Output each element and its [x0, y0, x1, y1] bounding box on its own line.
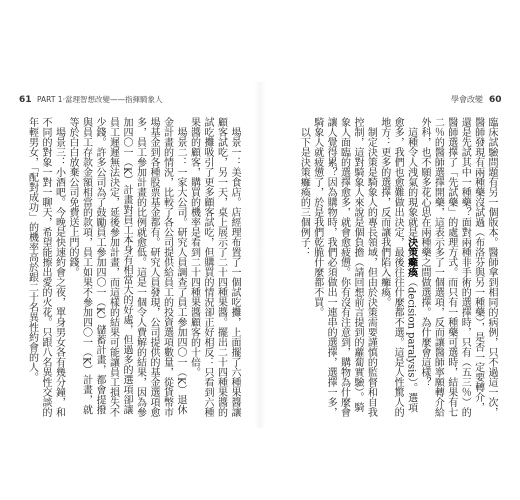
right-page-number: 60 — [489, 95, 502, 105]
book-gutter — [254, 82, 266, 428]
right-page-body — [276, 117, 498, 418]
left-running-head: PART 1‧當理智想改變——指揮騎象人 — [37, 95, 163, 104]
body-paragraph-decision-paralysis — [377, 117, 417, 418]
body-paragraph-scene-3: 場景三：小酒吧。今晚是快速約會之夜，單身男女各有幾分鐘，和不同的對象一對一聊天，希望能擦出愛的火花。只跟八名異性交談的年輕男女，「配對成功」的機率高於跟二十名異性約會的人。 — [26, 117, 65, 417]
paragraph-text: 這種令人洩氣的現象就是 — [405, 127, 417, 237]
paragraph-text: （decision paralysis）。選項愈多，我們也愈難做出決定，最後往往什麼都不選。這是人性驚人的地方：更多的選擇，反而讓我們陷入癱瘓。 — [378, 117, 417, 417]
left-page-body — [16, 117, 241, 418]
body-paragraph-rider: 制定決策是騎象人的專長領域，但由於決策需要謹慎的監督和自我控制，這對騎象人來說是個負擔（請回想前言提到的蘿蔔實驗）。騎象人面臨的選擇愈多，就會愈疲憊。你有沒有注意到，購物為什麼會讓人覺得累？因為購物時，我們必須做出一連串的選擇，選擇一多，騎象人就疲憊了，於是我們乾脆什麼都不買。 — [311, 117, 377, 417]
body-paragraph-examples-intro: 以下是決策癱瘓的三個例子： — [298, 127, 310, 257]
right-running-head: 學會改變 — [451, 95, 483, 104]
body-paragraph-continued: 臨床試驗問題有另一個版本。醫師拿到相同的病例，只不過這一次，醫師發現有兩種藥沒試過（布洛芬與另一種藥），是否一定要轉介，還是先試其中一種藥？面對兩種非手術的選擇時，只有（五三％）的醫師選擇了「先試藥」的處理方式。而只有一種藥可選時，結果有七二％的醫師選擇開藥，這表示多了一個選項，反而讓醫師寧願轉介給外科，也不願多花心思在兩種藥之間做選擇。為什麼會這樣？ — [418, 117, 497, 417]
body-paragraph-scene-2: 場景二：一家大公司。研究人員調查了員工參加四〇一（K）退休金計畫的情況，比較了各公司提供給員工的投資選項數量，從貨幣市場基金到各種股票基金都有。研究人員發現，公司提供的基金選項愈多，員工參加計畫的比例就愈低。這是一個令人費解的結果，因為參加四〇一（K）計畫對員工本身有相當大的好處，但過多的選項卻讓員工遲遲無法決定，延後參加計畫，而這樣的結果可能讓員工損失不少錢。許多公司為了鼓勵員工參加四〇一（K）儲蓄計畫，都會提撥與員工存款金額相當的款項，員工如果不參加四〇一（K）計畫，就等於白白放棄公司免費送上門的錢。 — [67, 117, 186, 417]
left-page-number: 61 — [19, 95, 32, 105]
body-paragraph-scene-1: 場景一：美食店。店經理布置了一個試吃攤，上面擺了六種果醬讓顧客試吃，另一天，桌上展示了二十四種果醬。擺出二十四種果醬的試吃攤吸引了更多顧客試吃，但購買的情況卻正好相反：只看到六種果醬的顧客，購買的機率是看到二十四種果醬顧客的十倍。 — [188, 117, 240, 417]
key-term-decision-paralysis: 決策癱瘓 — [405, 237, 417, 277]
